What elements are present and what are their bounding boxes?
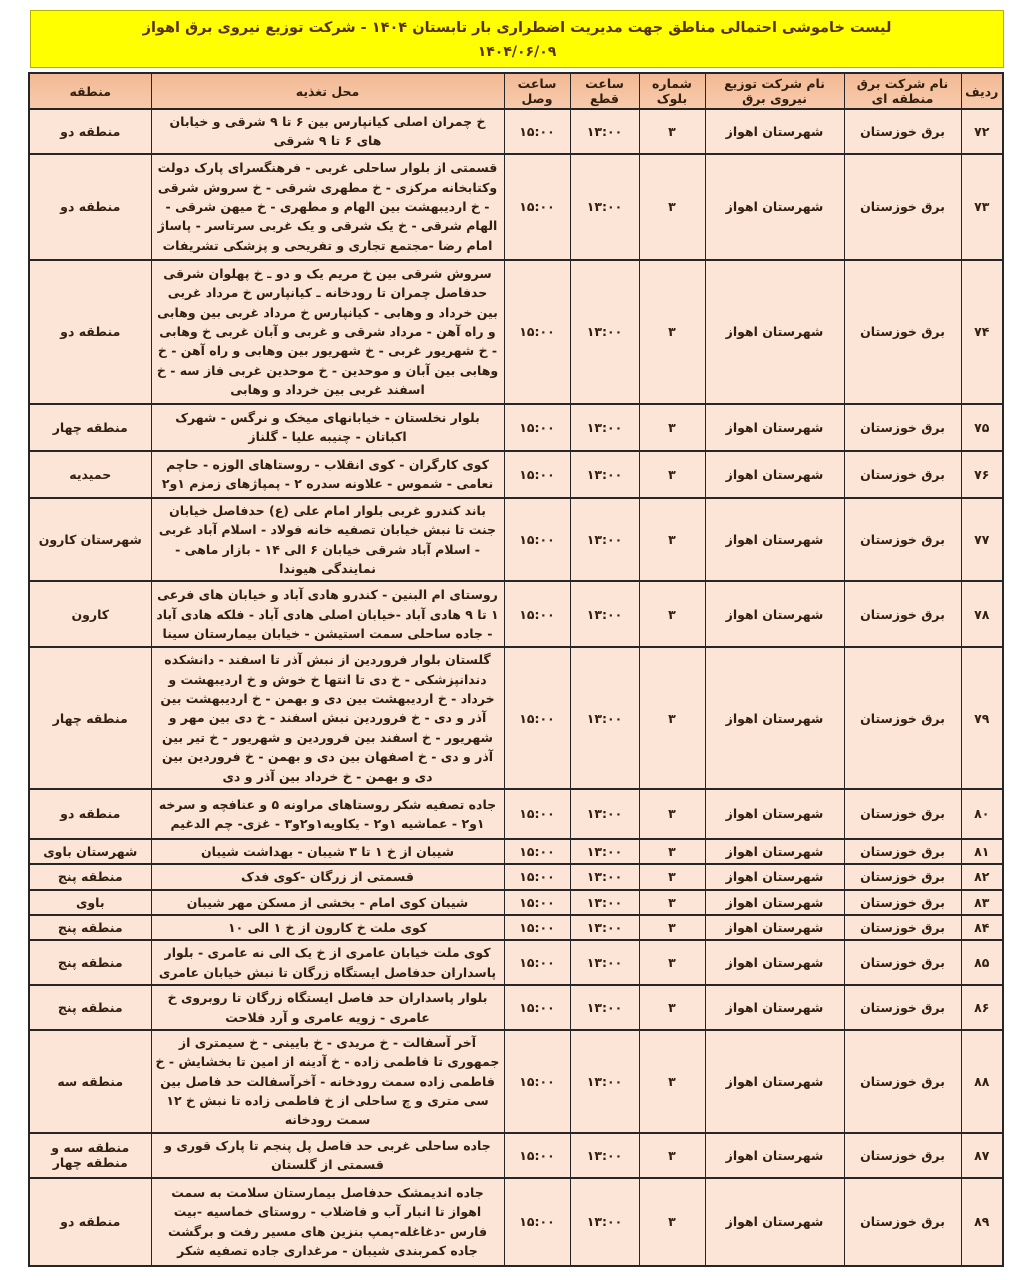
- cell-distribution-company: شهرستان اهواز: [705, 915, 844, 940]
- cell-block-number: ۳: [639, 985, 705, 1030]
- cell-cut-time: ۱۳:۰۰: [570, 109, 639, 154]
- cell-radif: ۷۶: [961, 451, 1003, 498]
- cell-regional-company: برق خوزستان: [844, 915, 961, 940]
- cell-cut-time: ۱۳:۰۰: [570, 864, 639, 889]
- cell-cut-time: ۱۳:۰۰: [570, 498, 639, 582]
- cell-restore-time: ۱۵:۰۰: [504, 1133, 570, 1178]
- cell-restore-time: ۱۵:۰۰: [504, 940, 570, 985]
- cell-feed-location: شیبان از خ ۱ تا ۳ شیبان - بهداشت شیبان: [151, 839, 504, 864]
- cell-distribution-company: شهرستان اهواز: [705, 1030, 844, 1133]
- cell-block-number: ۳: [639, 1133, 705, 1178]
- cell-block-number: ۳: [639, 890, 705, 915]
- table-row: [29, 789, 1003, 839]
- table-row: [29, 985, 1003, 1030]
- cell-cut-time: ۱۳:۰۰: [570, 154, 639, 260]
- cell-radif: ۸۳: [961, 890, 1003, 915]
- table-row: [29, 154, 1003, 260]
- cell-regional-company: برق خوزستان: [844, 890, 961, 915]
- cell-zone: منطقه دو: [29, 789, 151, 839]
- cell-distribution-company: شهرستان اهواز: [705, 890, 844, 915]
- cell-block-number: ۳: [639, 789, 705, 839]
- table-row: [29, 451, 1003, 498]
- cell-block-number: ۳: [639, 154, 705, 260]
- cell-regional-company: برق خوزستان: [844, 940, 961, 985]
- report-title-banner: [30, 10, 1004, 68]
- cell-block-number: ۳: [639, 451, 705, 498]
- col-header-distribution-company: نام شرکت توزیع نیروی برق: [705, 73, 844, 109]
- cell-block-number: ۳: [639, 404, 705, 451]
- cell-restore-time: ۱۵:۰۰: [504, 890, 570, 915]
- report-date: ۱۴۰۴/۰۶/۰۹: [477, 43, 557, 60]
- cell-zone: شهرستان باوی: [29, 839, 151, 864]
- cell-distribution-company: شهرستان اهواز: [705, 498, 844, 582]
- cell-feed-location: کوی ملت خیابان عامری از خ یک الی نه عامری - بلوار پاسداران حدفاصل ایستگاه زرگان تا نبش خیابان عامری: [151, 940, 504, 985]
- cell-cut-time: ۱۳:۰۰: [570, 985, 639, 1030]
- cell-zone: منطقه پنج: [29, 985, 151, 1030]
- cell-regional-company: برق خوزستان: [844, 260, 961, 404]
- outage-schedule-table: [28, 72, 1004, 1267]
- cell-zone: منطقه دو: [29, 154, 151, 260]
- table-header-row: [29, 73, 1003, 109]
- cell-restore-time: ۱۵:۰۰: [504, 789, 570, 839]
- cell-restore-time: ۱۵:۰۰: [504, 451, 570, 498]
- cell-feed-location: جاده ساحلی غربی حد فاصل پل پنجم تا پارک قوری و قسمتی از گلستان: [151, 1133, 504, 1178]
- cell-restore-time: ۱۵:۰۰: [504, 1178, 570, 1266]
- cell-radif: ۷۷: [961, 498, 1003, 582]
- cell-feed-location: خ چمران اصلی کیانپارس بین ۶ تا ۹ شرقی و خیابان های ۶ تا ۹ شرقی: [151, 109, 504, 154]
- cell-block-number: ۳: [639, 915, 705, 940]
- cell-regional-company: برق خوزستان: [844, 647, 961, 789]
- table-row: [29, 404, 1003, 451]
- cell-feed-location: جاده اندیمشک حدفاصل بیمارستان سلامت به سمت اهواز تا انبار آب و فاضلاب - روستای خماسیه -بیت فارس -دغاغله-پمپ بنزین های مسیر رفت و برگشت جاده کمربندی شیبان - مرغداری جاده تصفیه شکر: [151, 1178, 504, 1266]
- cell-block-number: ۳: [639, 498, 705, 582]
- table-row: [29, 1133, 1003, 1178]
- cell-radif: ۸۱: [961, 839, 1003, 864]
- cell-distribution-company: شهرستان اهواز: [705, 985, 844, 1030]
- cell-restore-time: ۱۵:۰۰: [504, 260, 570, 404]
- cell-block-number: ۳: [639, 260, 705, 404]
- cell-radif: ۸۲: [961, 864, 1003, 889]
- cell-restore-time: ۱۵:۰۰: [504, 581, 570, 647]
- cell-distribution-company: شهرستان اهواز: [705, 839, 844, 864]
- cell-zone: منطقه سه: [29, 1030, 151, 1133]
- table-row: [29, 260, 1003, 404]
- cell-distribution-company: شهرستان اهواز: [705, 404, 844, 451]
- cell-restore-time: ۱۵:۰۰: [504, 647, 570, 789]
- cell-regional-company: برق خوزستان: [844, 789, 961, 839]
- col-header-cut-time: ساعت قطع: [570, 73, 639, 109]
- cell-restore-time: ۱۵:۰۰: [504, 109, 570, 154]
- col-header-feed-location: محل تغذیه: [151, 73, 504, 109]
- cell-block-number: ۳: [639, 1178, 705, 1266]
- cell-feed-location: روستای ام البنین - کندرو هادی آباد و خیابان های فرعی ۱ تا ۹ هادی آباد -خیابان اصلی هادی آباد - فلکه هادی آباد - جاده ساحلی سمت استیشن - خیابان بیمارستان سینا: [151, 581, 504, 647]
- col-header-block-number: شماره بلوک: [639, 73, 705, 109]
- cell-cut-time: ۱۳:۰۰: [570, 647, 639, 789]
- cell-cut-time: ۱۳:۰۰: [570, 915, 639, 940]
- cell-zone: منطقه دو: [29, 1178, 151, 1266]
- cell-radif: ۷۵: [961, 404, 1003, 451]
- cell-restore-time: ۱۵:۰۰: [504, 864, 570, 889]
- cell-block-number: ۳: [639, 839, 705, 864]
- cell-feed-location: شیبان کوی امام - بخشی از مسکن مهر شیبان: [151, 890, 504, 915]
- cell-radif: ۸۵: [961, 940, 1003, 985]
- table-row: [29, 940, 1003, 985]
- table-row: [29, 498, 1003, 582]
- cell-distribution-company: شهرستان اهواز: [705, 109, 844, 154]
- cell-regional-company: برق خوزستان: [844, 1030, 961, 1133]
- cell-radif: ۸۴: [961, 915, 1003, 940]
- cell-feed-location: بلوار نخلستان - خیابانهای میخک و نرگس - شهرک اکباتان - چنیبه علیا - گلناز: [151, 404, 504, 451]
- cell-cut-time: ۱۳:۰۰: [570, 789, 639, 839]
- cell-restore-time: ۱۵:۰۰: [504, 915, 570, 940]
- cell-restore-time: ۱۵:۰۰: [504, 1030, 570, 1133]
- cell-feed-location: آخر آسفالت - خ مریدی - خ بایینی - خ سیمتری از جمهوری تا فاطمی زاده - خ آدینه از امین تا بخشایش - خ فاطمی زاده سمت رودخانه - آخرآسفالت حد فاصل بین سی متری و چ ساحلی از خ فاطمی زاده تا نبش خ ۱۲ سمت رودخانه: [151, 1030, 504, 1133]
- cell-regional-company: برق خوزستان: [844, 581, 961, 647]
- table-row: [29, 647, 1003, 789]
- cell-zone: منطقه پنج: [29, 915, 151, 940]
- table-row: [29, 915, 1003, 940]
- cell-regional-company: برق خوزستان: [844, 109, 961, 154]
- cell-zone: حمیدیه: [29, 451, 151, 498]
- cell-radif: ۷۳: [961, 154, 1003, 260]
- cell-cut-time: ۱۳:۰۰: [570, 260, 639, 404]
- cell-cut-time: ۱۳:۰۰: [570, 890, 639, 915]
- cell-block-number: ۳: [639, 109, 705, 154]
- cell-block-number: ۳: [639, 1030, 705, 1133]
- cell-zone: منطقه دو: [29, 109, 151, 154]
- cell-block-number: ۳: [639, 940, 705, 985]
- col-header-radif: ردیف: [961, 73, 1003, 109]
- cell-feed-location: قسمتی از بلوار ساحلی غربی - فرهنگسرای پارک دولت وکتابخانه مرکزی - خ مطهری شرقی - خ سروش شرقی - خ اردیبهشت بین الهام و مطهری - خ میهن شرقی - الهام شرقی - خ یک شرقی و یک غربی سرتاسر - پاساژ امام رضا -مجتمع تجاری و تفریحی و پزشکی تشریفات: [151, 154, 504, 260]
- cell-distribution-company: شهرستان اهواز: [705, 260, 844, 404]
- cell-radif: ۸۸: [961, 1030, 1003, 1133]
- cell-block-number: ۳: [639, 581, 705, 647]
- cell-distribution-company: شهرستان اهواز: [705, 647, 844, 789]
- cell-block-number: ۳: [639, 864, 705, 889]
- cell-feed-location: گلستان بلوار فروردین از نبش آذر تا اسفند - دانشکده دندانپزشکی - خ دی تا انتها خ خوش و خ اردیبهشت و خرداد - خ اردیبهشت بین دی و بهمن - خ اردیبهشت بین آذر و دی - خ فروردین نبش اسفند - خ دی بین مهر و شهریور - خ اسفند بین فروردین و شهریور - خ تیر بین آذر و دی - خ اصفهان بین دی و بهمن - خ فروردین بین دی و بهمن - خ خرداد بین آذر و دی: [151, 647, 504, 789]
- cell-block-number: ۳: [639, 647, 705, 789]
- cell-radif: ۷۲: [961, 109, 1003, 154]
- cell-zone: منطقه پنج: [29, 940, 151, 985]
- cell-cut-time: ۱۳:۰۰: [570, 1133, 639, 1178]
- cell-distribution-company: شهرستان اهواز: [705, 581, 844, 647]
- cell-distribution-company: شهرستان اهواز: [705, 451, 844, 498]
- table-row: [29, 109, 1003, 154]
- cell-cut-time: ۱۳:۰۰: [570, 451, 639, 498]
- table-row: [29, 1030, 1003, 1133]
- cell-restore-time: ۱۵:۰۰: [504, 985, 570, 1030]
- cell-distribution-company: شهرستان اهواز: [705, 864, 844, 889]
- cell-feed-location: سروش شرقی بین خ مریم یک و دو ـ خ پهلوان شرقی حدفاصل چمران تا رودخانه ـ کیانپارس خ مرداد غربی بین خرداد و وهابی - کیانپارس خ مرداد غربی بین وهابی و راه آهن - مرداد شرقی و غربی و آبان غربی خ وهابی - خ شهریور غربی - خ شهریور بین وهابی و راه آهن - خ وهابی بین آبان و موحدین - خ موحدین غربی فاز سه - خ اسفند غربی بین خرداد و وهابی: [151, 260, 504, 404]
- cell-zone: شهرستان کارون: [29, 498, 151, 582]
- cell-zone: منطقه دو: [29, 260, 151, 404]
- cell-zone: منطقه پنج: [29, 864, 151, 889]
- cell-restore-time: ۱۵:۰۰: [504, 404, 570, 451]
- cell-regional-company: برق خوزستان: [844, 864, 961, 889]
- table-row: [29, 1178, 1003, 1266]
- cell-regional-company: برق خوزستان: [844, 839, 961, 864]
- cell-restore-time: ۱۵:۰۰: [504, 839, 570, 864]
- cell-radif: ۸۷: [961, 1133, 1003, 1178]
- cell-cut-time: ۱۳:۰۰: [570, 1178, 639, 1266]
- cell-feed-location: باند کندرو غربی بلوار امام علی (ع) حدفاصل خیابان جنت تا نبش خیابان تصفیه خانه فولاد - اسلام آباد غربی - اسلام آباد شرقی خیابان ۶ الی ۱۴ - بازار ماهی - نمایندگی هیوندا: [151, 498, 504, 582]
- cell-regional-company: برق خوزستان: [844, 1133, 961, 1178]
- cell-radif: ۸۰: [961, 789, 1003, 839]
- cell-cut-time: ۱۳:۰۰: [570, 404, 639, 451]
- cell-feed-location: جاده تصفیه شکر روستاهای مراونه ۵ و عنافچه و سرخه ۱و۲ - عماشیه ۱و۲ - یکاویه۱و۲و۳ - غزی- چم الدغیم: [151, 789, 504, 839]
- cell-restore-time: ۱۵:۰۰: [504, 154, 570, 260]
- cell-zone: کارون: [29, 581, 151, 647]
- cell-distribution-company: شهرستان اهواز: [705, 789, 844, 839]
- cell-regional-company: برق خوزستان: [844, 985, 961, 1030]
- cell-radif: ۸۹: [961, 1178, 1003, 1266]
- cell-distribution-company: شهرستان اهواز: [705, 154, 844, 260]
- cell-regional-company: برق خوزستان: [844, 451, 961, 498]
- cell-radif: ۸۶: [961, 985, 1003, 1030]
- cell-regional-company: برق خوزستان: [844, 404, 961, 451]
- cell-zone: منطقه چهار: [29, 404, 151, 451]
- cell-radif: ۷۴: [961, 260, 1003, 404]
- cell-distribution-company: شهرستان اهواز: [705, 1133, 844, 1178]
- cell-zone: باوی: [29, 890, 151, 915]
- cell-regional-company: برق خوزستان: [844, 1178, 961, 1266]
- cell-cut-time: ۱۳:۰۰: [570, 940, 639, 985]
- table-row: [29, 890, 1003, 915]
- cell-regional-company: برق خوزستان: [844, 498, 961, 582]
- cell-feed-location: کوی ملت خ کارون از خ ۱ الی ۱۰: [151, 915, 504, 940]
- cell-regional-company: برق خوزستان: [844, 154, 961, 260]
- cell-zone: منطقه سه و منطقه چهار: [29, 1133, 151, 1178]
- report-title: لیست خاموشی احتمالی مناطق جهت مدیریت اضطراری بار تابستان ۱۴۰۴ - شرکت توزیع نیروی برق اهواز: [142, 20, 892, 37]
- cell-feed-location: بلوار پاسداران حد فاصل ایستگاه زرگان تا روبروی خ عامری - زویه عامری و آرد فلاحت: [151, 985, 504, 1030]
- cell-zone: منطقه چهار: [29, 647, 151, 789]
- table-row: [29, 581, 1003, 647]
- cell-cut-time: ۱۳:۰۰: [570, 1030, 639, 1133]
- cell-feed-location: قسمتی از زرگان -کوی فدک: [151, 864, 504, 889]
- col-header-restore-time: ساعت وصل: [504, 73, 570, 109]
- cell-radif: ۷۹: [961, 647, 1003, 789]
- cell-distribution-company: شهرستان اهواز: [705, 940, 844, 985]
- cell-cut-time: ۱۳:۰۰: [570, 581, 639, 647]
- cell-cut-time: ۱۳:۰۰: [570, 839, 639, 864]
- table-row: [29, 864, 1003, 889]
- cell-distribution-company: شهرستان اهواز: [705, 1178, 844, 1266]
- table-row: [29, 839, 1003, 864]
- cell-restore-time: ۱۵:۰۰: [504, 498, 570, 582]
- cell-radif: ۷۸: [961, 581, 1003, 647]
- col-header-regional-company: نام شرکت برق منطقه ای: [844, 73, 961, 109]
- col-header-zone: منطقه: [29, 73, 151, 109]
- cell-feed-location: کوی کارگران - کوی انقلاب - روستاهای الوزه - حاچم نعامی - شموس - علاونه سدره ۲ - پمپاژهای زمزم ۱و۲: [151, 451, 504, 498]
